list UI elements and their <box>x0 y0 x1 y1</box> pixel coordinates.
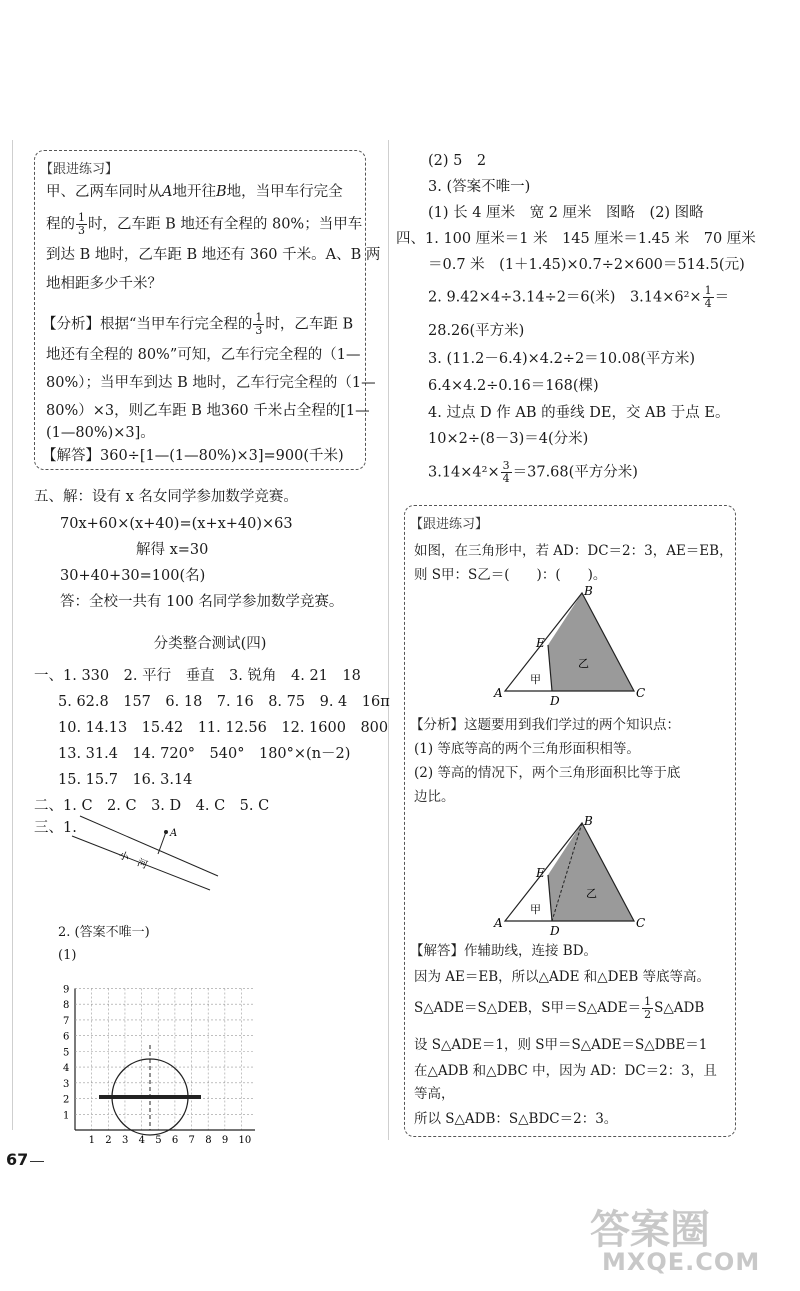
label-yi: 乙 <box>578 657 589 670</box>
right-line-8: 3. (11.2－6.4)×4.2÷2＝10.08(平方米) <box>428 351 696 367</box>
right-analysis-tag: 【分析】 <box>410 717 464 733</box>
section-title: 分类整合测试(四) <box>153 636 267 652</box>
analysis-line-5: (1—80%)×3]。 <box>46 425 155 441</box>
right-solution-line-3: S△ADE＝S△DEB，S甲＝S△ADE＝ $\frac{1}{2}$ S△ADB <box>414 995 705 1021</box>
region-yi <box>548 593 634 691</box>
right-solution-line-2: 因为 AE＝EB，所以△ADE 和△DEB 等底等高。 <box>414 969 711 985</box>
question-line-2: 程的 $\frac{1}{3}$ 时，乙车距 B 地还有全程的 80%；当甲车 <box>46 211 363 237</box>
right-question-line-1: 如图，在三角形中，若 AD：DC＝2：3，AE＝EB， <box>414 543 733 559</box>
grid-x-tick-label: 2 <box>105 1135 112 1146</box>
page-number-dash <box>30 1161 44 1162</box>
label-c-2: C <box>636 916 646 930</box>
answer-line: 【解答】360÷[1—(1—80%)×3]=900(千米) <box>42 448 344 464</box>
analysis-line-4: 80%）×3，则乙车距 B 地360 千米占全程的[1— <box>46 403 370 419</box>
region-yi-2 <box>548 823 634 921</box>
fraction-three-fourths: $\frac{3}{4}$ <box>502 459 510 485</box>
part-1-line-4: 13. 31.4 14. 720° 540° 180°×(n－2) <box>58 746 351 762</box>
grid-y-tick-label: 4 <box>63 1063 70 1075</box>
grid-y-tick-label: 9 <box>63 984 70 996</box>
grid-x-tick-label: 9 <box>221 1135 229 1146</box>
point-a-dot <box>164 830 168 834</box>
section-5-line-5: 答：全校一共有 100 名同学参加数学竞赛。 <box>60 594 344 610</box>
right-line-11: 10×2÷(8－3)＝4(分米) <box>428 431 589 447</box>
fraction-one-third: $\frac{1}{3}$ <box>78 211 85 237</box>
answer-tag: 【解答】 <box>42 448 100 464</box>
perpendicular-from-a <box>158 832 166 854</box>
grid-x-tick-label: 5 <box>155 1135 162 1146</box>
grid-x-tick-label: 1 <box>88 1135 96 1146</box>
label-d-2: D <box>550 924 560 935</box>
triangle-figure-1 <box>490 585 660 705</box>
right-question-line-2: 则 S甲：S乙＝( )：( )。 <box>414 567 607 583</box>
grid-y-tick-label: 8 <box>63 1000 70 1012</box>
coordinate-grid <box>55 965 255 1150</box>
part-3-label: 三、1. <box>34 820 77 836</box>
question-2-sub: (1) <box>58 948 77 963</box>
grid-y-tick-label: 3 <box>63 1078 70 1090</box>
label-jia: 甲 <box>530 673 541 686</box>
label-a-2: A <box>494 916 503 930</box>
watermark-logo: 答案圈 <box>590 1207 710 1253</box>
section-5-line-2: 70x+60×(x+40)=(x+x+40)×63 <box>60 516 293 532</box>
fraction-one-third-analysis: $\frac{1}{3}$ <box>255 311 263 337</box>
grid-y-tick-label: 7 <box>63 1015 70 1027</box>
analysis-line-1: 【分析】根据“当甲车行完全程的 $\frac{1}{3}$ 时，乙车距 B <box>42 311 354 337</box>
section-5-line-1: 五、解：设有 x 名女同学参加数学竞赛。 <box>34 489 298 505</box>
grid-y-tick-label: 2 <box>63 1094 70 1106</box>
grid-x-tick-label: 8 <box>205 1135 212 1146</box>
right-line-1: (2) 5 2 <box>428 153 487 169</box>
follow-up-practice-tag-right: 【跟进练习】 <box>410 517 489 532</box>
right-answer-tag: 【解答】 <box>410 943 464 959</box>
question-line-1: 甲、乙两车同时从A地开往B地，当甲车行完全 <box>46 184 343 200</box>
right-line-6: 2. 9.42×4÷3.14÷2＝6(米) 3.14×6²× $\frac{1}{4}$ ＝ <box>428 284 730 310</box>
right-line-3: (1) 长 4 厘米 宽 2 厘米 图略 (2) 图略 <box>428 205 704 221</box>
follow-up-practice-tag: 【跟进练习】 <box>40 162 119 177</box>
part-1-line-2: 5. 62.8 157 6. 18 7. 16 8. 75 9. 4 16π <box>58 694 390 710</box>
right-line-10: 4. 过点 D 作 AB 的垂线 DE，交 AB 于点 E。 <box>428 405 730 421</box>
river-diagram <box>60 810 230 895</box>
right-analysis-line-3: (2) 等高的情况下，两个三角形面积比等于底 <box>414 765 681 781</box>
label-b: B <box>584 585 593 598</box>
label-d: D <box>550 694 560 705</box>
grid-x-tick-label: 4 <box>138 1135 145 1146</box>
watermark-url: MXQE.COM <box>602 1248 761 1276</box>
label-jia-2: 甲 <box>530 903 541 916</box>
page-number: 67 <box>6 1150 29 1169</box>
right-analysis-line-4: 边比。 <box>414 789 455 805</box>
analysis-line-2: 地还有全程的 80%”可知，乙车行完全程的（1— <box>46 347 361 363</box>
river-label: 小 河 <box>117 849 149 872</box>
grid-y-tick-label: 6 <box>63 1031 70 1043</box>
right-line-7: 28.26(平方米) <box>428 323 525 339</box>
grid-x-tick-label: 3 <box>121 1135 129 1146</box>
grid-x-tick-label: 6 <box>171 1135 179 1146</box>
label-yi-2: 乙 <box>586 887 597 900</box>
grid-x-tick-label: 10 <box>238 1135 252 1146</box>
part-2-line: 二、1. C 2. C 3. D 4. C 5. C <box>34 798 270 814</box>
column-divider-middle <box>388 140 389 1140</box>
label-a: A <box>494 686 503 700</box>
part-1-line-5: 15. 15.7 16. 3.14 <box>58 772 193 788</box>
right-line-9: 6.4×4.2÷0.16＝168(棵) <box>428 378 599 394</box>
point-a-label: A <box>170 828 178 839</box>
right-solution-line-1: 【解答】作辅助线，连接 BD。 <box>410 943 598 959</box>
grid-y-tick-label: 1 <box>63 1110 70 1122</box>
question-line-4: 地相距多少千米？ <box>46 276 162 292</box>
section-5-line-4: 30+40+30=100(名) <box>60 568 206 584</box>
right-solution-line-6: 等高， <box>414 1086 455 1102</box>
right-solution-line-5: 在△ADB 和△DBC 中，因为 AD：DC＝2：3，且 <box>414 1063 717 1079</box>
grid-ticks <box>63 984 251 1146</box>
right-line-2: 3. (答案不唯一) <box>428 179 531 195</box>
column-divider-left <box>12 140 13 1130</box>
part-1-line-1: 一、1. 330 2. 平行 垂直 3. 锐角 4. 21 18 <box>34 668 361 684</box>
label-e: E <box>536 636 545 650</box>
right-line-12: 3.14×4²× $\frac{3}{4}$ ＝37.68(平方分米) <box>428 459 638 485</box>
label-c: C <box>636 686 646 700</box>
analysis-tag: 【分析】 <box>42 316 100 333</box>
fraction-one-fourth: $\frac{1}{4}$ <box>704 284 712 310</box>
grid-lines <box>75 988 255 1130</box>
right-line-4: 四、1. 100 厘米＝1 米 145 厘米＝1.45 米 70 厘米 <box>396 231 756 247</box>
right-analysis-line-2: (1) 等底等高的两个三角形面积相等。 <box>414 741 640 757</box>
right-solution-line-7: 所以 S△ADB：S△BDC＝2：3。 <box>414 1111 618 1127</box>
river-bank-upper <box>80 816 218 876</box>
right-solution-line-4: 设 S△ADE＝1，则 S甲＝S△ADE＝S△DBE＝1 <box>414 1037 708 1053</box>
label-e-2: E <box>536 866 545 880</box>
triangle-figure-2 <box>490 815 660 935</box>
question-2-label: 2. (答案不唯一) <box>58 925 150 940</box>
fraction-one-half: $\frac{1}{2}$ <box>644 995 652 1021</box>
right-line-5: ＝0.7 米 (1＋1.45)×0.7÷2×600＝514.5(元) <box>428 257 745 273</box>
grid-x-tick-label: 7 <box>188 1135 195 1146</box>
grid-y-tick-label: 5 <box>63 1047 70 1059</box>
section-5-line-3: 解得 x=30 <box>136 542 209 558</box>
label-b-2: B <box>584 815 593 828</box>
question-line-3: 到达 B 地时，乙车距 B 地还有 360 千米。A、B 两 <box>46 247 381 263</box>
right-analysis-line-1: 【分析】这题要用到我们学过的两个知识点： <box>410 717 680 733</box>
part-1-line-3: 10. 14.13 15.42 11. 12.56 12. 1600 800 <box>58 720 389 736</box>
analysis-line-3: 80%）；当甲车到达 B 地时，乙车行完全程的（1— <box>46 375 376 391</box>
